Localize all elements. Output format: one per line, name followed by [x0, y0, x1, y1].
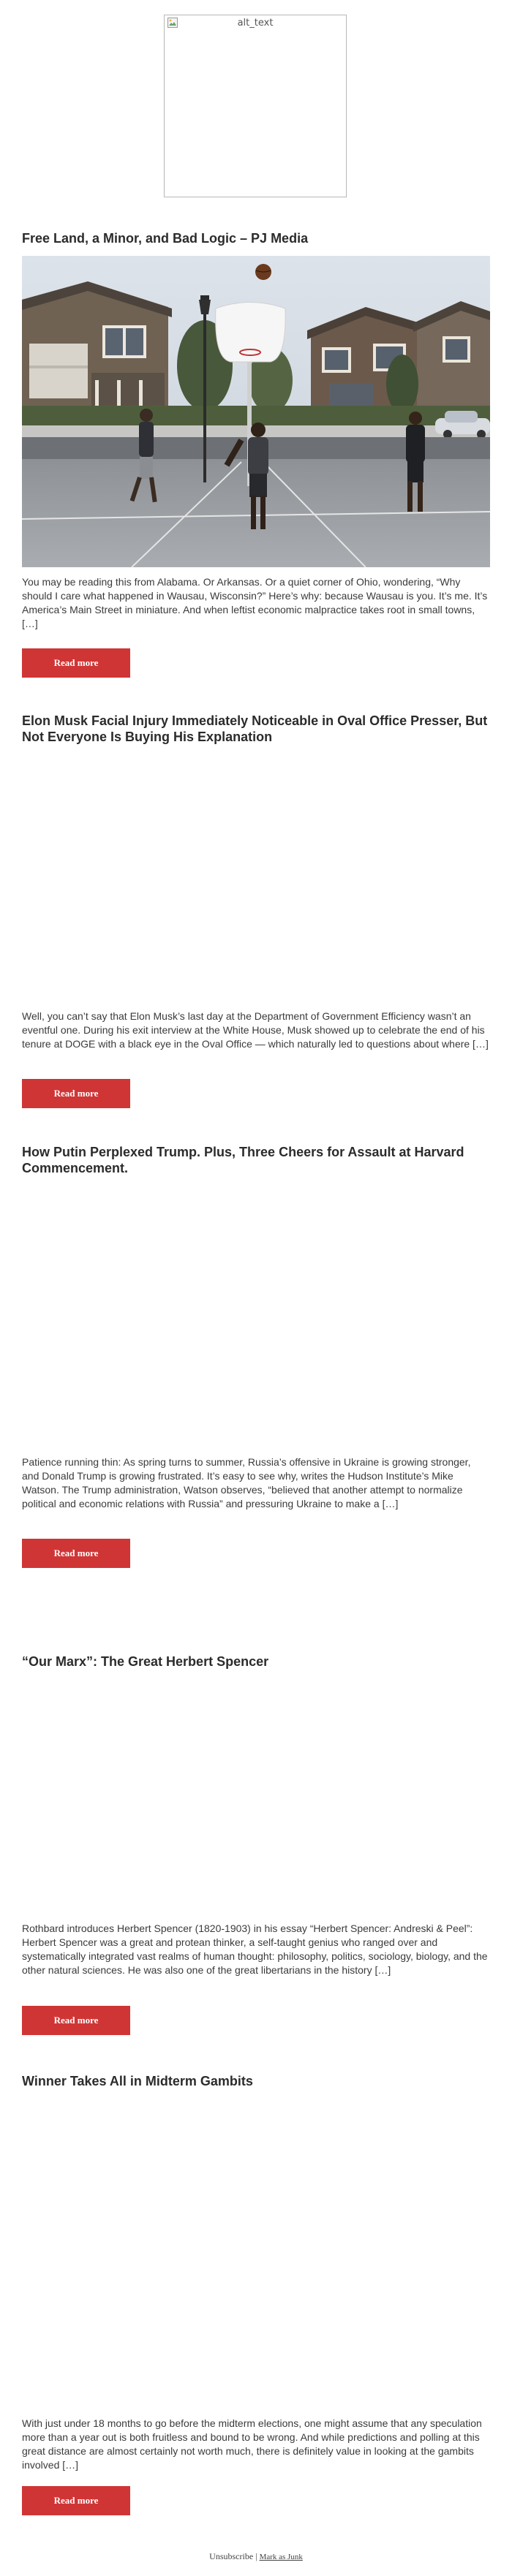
read-more-button[interactable]: Read more [22, 648, 130, 678]
mark-as-junk-link[interactable]: Mark as Junk [259, 2553, 303, 2561]
read-more-button[interactable]: Read more [22, 1539, 130, 1568]
article-title[interactable]: Free Land, a Minor, and Bad Logic – PJ Media [22, 231, 309, 246]
article-excerpt: Rothbard introduces Herbert Spencer (1820-1903) in his essay “Herbert Spencer: Andreski & Peel”: Herbert Spencer was a great and protean thinker, a self-taught genius who ranged over and systematically integrated vast realms of human thought: philosophy, politics, sociology, biology, and the other natural sciences. He was also one of the great libertarians in the history […] [22, 1922, 488, 1976]
article-card [22, 230, 490, 680]
article-excerpt: With just under 18 months to go before the midterm elections, one might assume that any speculation more than a year out is both fruitless and bound to be wrong. And while predictions and polling at this great distance are almost certainly not worth much, there is definitely value in looking at the gambits involved […] [22, 2417, 482, 2471]
article-title[interactable]: Elon Musk Facial Injury Immediately Noticeable in Oval Office Presser, But Not Everyone Is Buying His Explanation [22, 713, 488, 744]
article-card [22, 1653, 490, 2056]
article-excerpt: Well, you can’t say that Elon Musk’s last day at the Department of Government Efficiency wasn’t an eventful one. During his exit interview at the White House, Musk showed up to celebrate the end of his tenure at DOGE with a black eye in the Oval Office — which naturally led to questions about where […] [22, 1010, 489, 1050]
article-card [22, 2073, 490, 2512]
article-card [22, 713, 490, 1129]
article-title[interactable]: How Putin Perplexed Trump. Plus, Three Cheers for Assault at Harvard Commencement. [22, 1145, 464, 1175]
read-more-button[interactable]: Read more [22, 2006, 130, 2035]
article-title[interactable]: Winner Takes All in Midterm Gambits [22, 2074, 253, 2088]
article-title[interactable]: “Our Marx”: The Great Herbert Spencer [22, 1654, 269, 1669]
article-card [22, 1144, 490, 1583]
article-excerpt: Patience running thin: As spring turns to summer, Russia’s offensive in Ukraine is growing stronger, and Donald Trump is growing frustrated. It’s easy to see why, writes the Hudson Institute’s Mike Watson. The Trump administration, Watson observes, “believed that another attempt to normalize political and economic relations with Russia” and pressuring Ukraine to make a […] [22, 1456, 471, 1509]
unsubscribe-link[interactable]: Unsubscribe [209, 2551, 254, 2561]
footer-separator: | [253, 2551, 260, 2561]
basketball-street-photo [22, 256, 490, 567]
newsletter-footer [0, 2551, 512, 2562]
article-excerpt: You may be reading this from Alabama. Or Arkansas. Or a quiet corner of Ohio, wondering, “Why should I care what happened in Wausau, Wisconsin?” Here’s why: because Wausau is you. It’s me. It’s America’s Main Street in miniature. And when leftist economic malpractice takes root in small towns, […] [22, 576, 488, 629]
read-more-button[interactable]: Read more [22, 1079, 130, 1108]
read-more-button[interactable]: Read more [22, 2486, 130, 2515]
newsletter-logo-placeholder [164, 15, 347, 197]
logo-alt-text: alt_text [237, 18, 274, 29]
article-hero-image[interactable] [22, 256, 490, 567]
